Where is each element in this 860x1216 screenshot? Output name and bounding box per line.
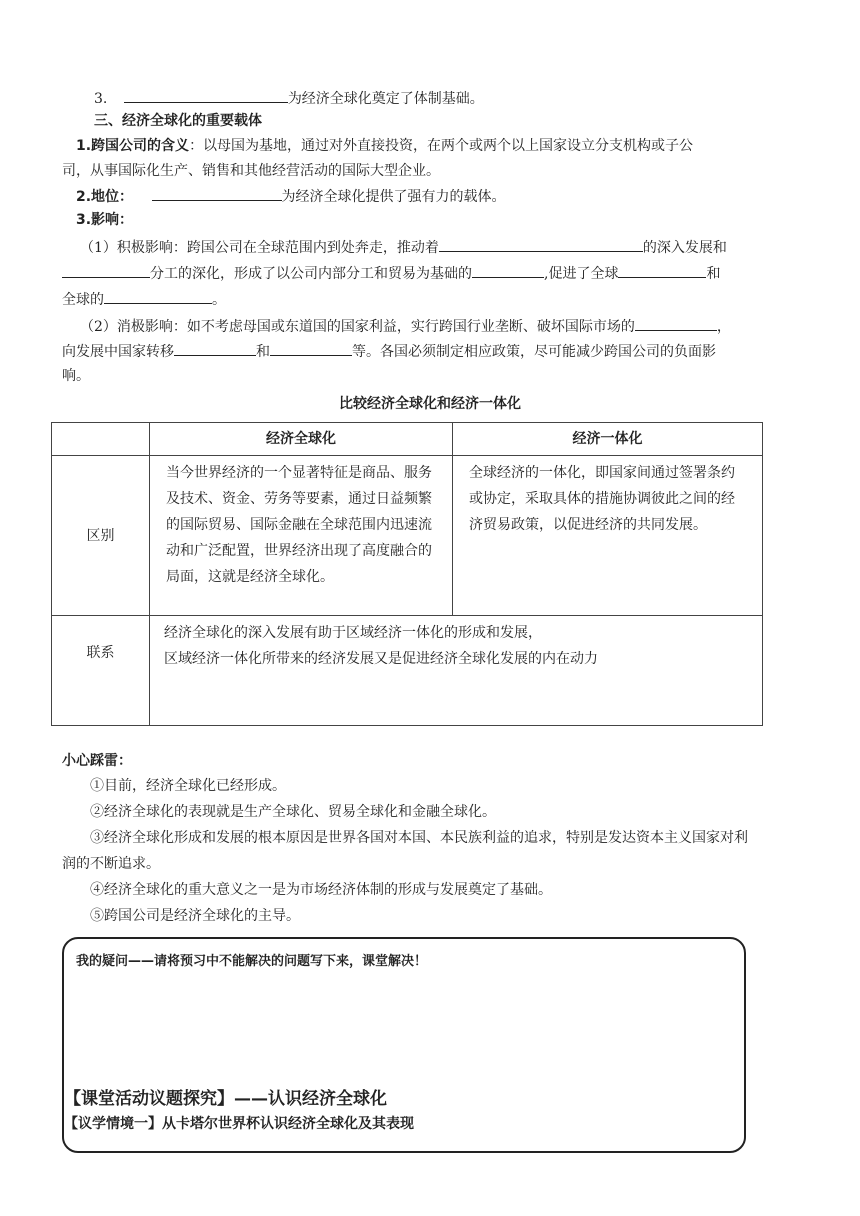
item-text: 为经济全球化奠定了体制基础。 (287, 91, 484, 107)
negative-impact-text: 等。各国必须制定相应政策，尽可能减少跨国公司的负面影 (352, 344, 716, 360)
table-row-connection (52, 616, 763, 726)
caution-item: ①目前，经济全球化已经形成。 (90, 778, 286, 794)
row-label-difference: 区别 (52, 456, 150, 616)
caution-item: ④经济全球化的重大意义之一是为市场经济体制的形成与发展奠定了基础。 (90, 882, 552, 898)
positive-impact-text: ,促进了全球 (544, 266, 619, 282)
positive-impact-line-2 (62, 263, 800, 284)
item-number: 3. (94, 91, 108, 107)
header-integration: 经济一体化 (453, 423, 763, 456)
negative-impact-text: 和 (256, 344, 270, 360)
question-box-title: 我的疑问——请将预习中不能解决的问题写下来，课堂解决！ (76, 954, 428, 969)
table-title: 比较经济全球化和经济一体化 (339, 396, 521, 412)
negative-impact-line-1 (80, 316, 818, 337)
fill-blank[interactable] (152, 186, 282, 201)
negative-impact-line-2 (62, 341, 800, 362)
difference-integration: 全球经济的一体化，即国家间通过签署条约或协定，采取具体的措施协调彼此之间的经济贸易政策，以促进经济的共同发展。 (453, 456, 763, 616)
position-text: 为经济全球化提供了强有力的载体。 (281, 189, 506, 205)
definition-label: 1.跨国公司的含义 (76, 138, 190, 154)
section-heading: 三、经济全球化的重要载体 (94, 113, 262, 129)
caution-item-continued: 润的不断追求。 (62, 856, 160, 872)
caution-item: ②经济全球化的表现就是生产全球化、贸易全球化和金融全球化。 (90, 804, 496, 820)
positive-impact-line-1 (80, 237, 818, 258)
caution-item: ⑤跨国公司是经济全球化的主导。 (90, 908, 300, 924)
connection-line-1: 经济全球化的深入发展有助于区域经济一体化的形成和发展， (164, 625, 542, 641)
fill-blank[interactable] (62, 263, 150, 278)
table-header-row (52, 423, 763, 456)
position-line (76, 186, 814, 207)
header-globalization: 经济全球化 (150, 423, 453, 456)
positive-impact-text: 的深入发展和 (642, 240, 727, 256)
fill-blank[interactable] (635, 316, 717, 331)
row-label-connection: 联系 (52, 616, 150, 726)
positive-impact-text: 和 (706, 266, 721, 282)
fill-blank[interactable] (618, 263, 706, 278)
fill-blank[interactable] (472, 263, 544, 278)
position-label: 2.地位： (76, 189, 134, 205)
negative-impact-text: ， (716, 319, 731, 335)
positive-impact-text: 。 (212, 292, 226, 308)
fill-blank[interactable] (124, 88, 288, 103)
positive-impact-text: 分工的深化，形成了以公司内部分工和贸易为基础的 (150, 266, 472, 282)
connection-cell (150, 616, 763, 726)
positive-impact-text: （1）积极影响：跨国公司在全球范围内到处奔走，推动着 (80, 240, 439, 256)
comparison-table (51, 422, 763, 726)
fill-blank[interactable] (104, 289, 212, 304)
negative-impact-text: （2）消极影响：如不考虑母国或东道国的国家利益，实行跨国行业垄断、破坏国际市场的 (80, 319, 635, 335)
scenario-title: 【议学情境一】从卡塔尔世界杯认识经济全球化及其表现 (64, 1116, 414, 1132)
table-row-difference (52, 456, 763, 616)
caution-item: ③经济全球化形成和发展的根本原因是世界各国对本国、本民族利益的追求，特别是发达资本主义国家对利 (90, 830, 748, 846)
activity-title: 【课堂活动议题探究】——认识经济全球化 (64, 1089, 387, 1109)
difference-globalization: 当今世界经济的一个显著特征是商品、服务及技术、资金、劳务等要素，通过日益频繁的国际贸易、国际金融在全球范围内迅速流动和广泛配置，世界经济出现了高度融合的局面，这就是经济全球化。 (150, 456, 453, 616)
fill-blank[interactable] (270, 341, 352, 356)
negative-impact-line-3: 响。 (62, 368, 90, 384)
caution-title: 小心踩雷： (62, 753, 132, 769)
negative-impact-text: 向发展中国家转移 (62, 344, 174, 360)
connection-line-2: 区域经济一体化所带来的经济发展又是促进经济全球化发展的内在动力 (164, 651, 598, 667)
definition-line-2: 司，从事国际化生产、销售和其他经营活动的国际大型企业。 (62, 163, 440, 179)
definition-line-1 (76, 136, 814, 156)
positive-impact-text: 全球的 (62, 292, 104, 308)
fill-blank[interactable] (174, 341, 256, 356)
definition-text-1: ：以母国为基地，通过对外直接投资，在两个或两个以上国家设立分支机构或子公 (189, 138, 694, 154)
positive-impact-line-3 (62, 289, 800, 310)
fill-blank[interactable] (439, 237, 643, 252)
table-corner-cell (52, 423, 150, 456)
impact-label: 3.影响： (76, 212, 134, 228)
item-3-line (94, 88, 832, 109)
